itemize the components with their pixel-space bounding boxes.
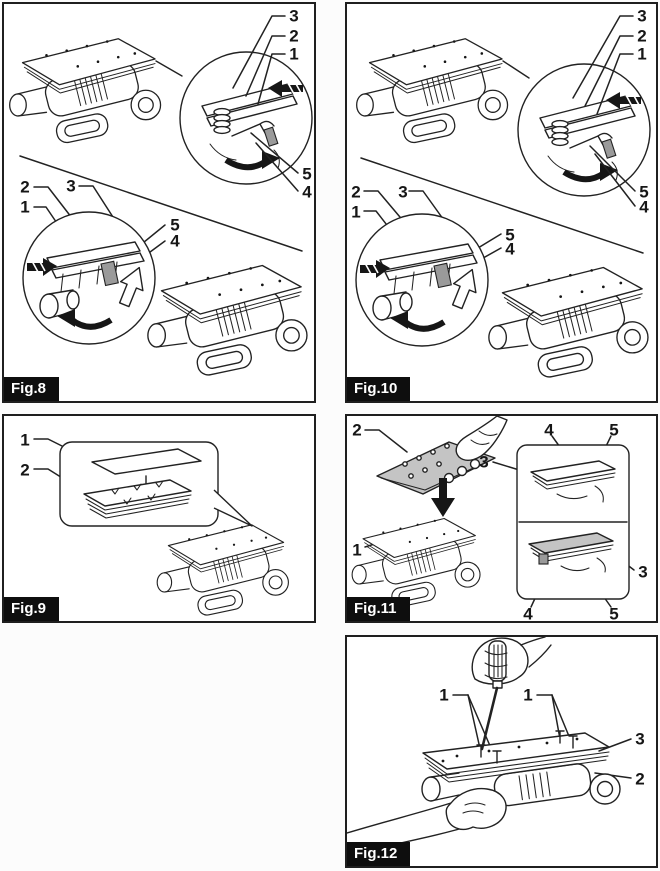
callout-number: 2 (289, 26, 299, 46)
figure-label: Fig.9 (4, 597, 59, 621)
dust-port-drawing (422, 777, 440, 801)
callout-number: 4 (544, 420, 554, 440)
callout-number: 2 (352, 420, 362, 440)
callout-number: 1 (351, 202, 361, 222)
callout-number: 1 (20, 197, 30, 217)
figure-label: Fig.8 (4, 377, 59, 401)
callout-number: 5 (609, 604, 619, 623)
callout-number: 3 (479, 452, 489, 472)
callout-number: 3 (637, 6, 647, 26)
figure-label: Fig.12 (347, 842, 410, 866)
callout-number: 2 (637, 26, 647, 46)
callout-number: 5 (170, 215, 180, 235)
figure-panel-fig11 (345, 414, 658, 623)
fig9-illustration (4, 416, 314, 621)
magnifier-pointer-line (156, 61, 182, 76)
callout-number: 3 (289, 6, 299, 26)
callout-number: 3 (638, 562, 648, 582)
figure-panel-fig8 (2, 2, 316, 403)
callout-number: 2 (635, 769, 645, 789)
callout-number: 1 (20, 430, 30, 450)
callout-number: 5 (639, 182, 649, 202)
callout-number: 4 (523, 604, 533, 623)
holding-hand-drawing (446, 789, 506, 830)
callout-number: 4 (639, 197, 649, 217)
callout-number: 1 (637, 44, 647, 64)
callout-number: 5 (505, 225, 515, 245)
fig11-illustration (347, 416, 656, 621)
callout-number: 5 (609, 420, 619, 440)
figure-label: Fig.11 (347, 597, 410, 621)
callout-number: 2 (20, 177, 30, 197)
callout-number: 1 (523, 685, 533, 705)
fig8-illustration (4, 4, 314, 401)
callout-number: 3 (398, 182, 408, 202)
callout-number: 3 (66, 176, 76, 196)
callout-number: 5 (302, 164, 312, 184)
detail-inset (517, 445, 629, 599)
callout-number: 1 (352, 540, 362, 560)
callout-number: 1 (439, 685, 449, 705)
fig10-illustration (347, 4, 656, 401)
callout-number: 1 (289, 44, 299, 64)
callout-number: 2 (351, 182, 361, 202)
figure-panel-fig12 (345, 635, 658, 868)
rear-loop-drawing (590, 774, 620, 804)
figure-panel-fig10 (345, 2, 658, 403)
figure-panel-fig9 (2, 414, 316, 623)
bubble-pointer (214, 490, 252, 526)
screwdriver-hand-drawing (472, 637, 551, 684)
magnifier-pointer-line (503, 61, 529, 78)
callout-number: 4 (170, 231, 180, 251)
fig12-illustration (347, 637, 656, 866)
callout-number: 4 (302, 182, 312, 202)
callout-number: 3 (635, 729, 645, 749)
callout-number: 2 (20, 460, 30, 480)
figure-label: Fig.10 (347, 377, 410, 401)
callout-number: 4 (505, 239, 515, 259)
